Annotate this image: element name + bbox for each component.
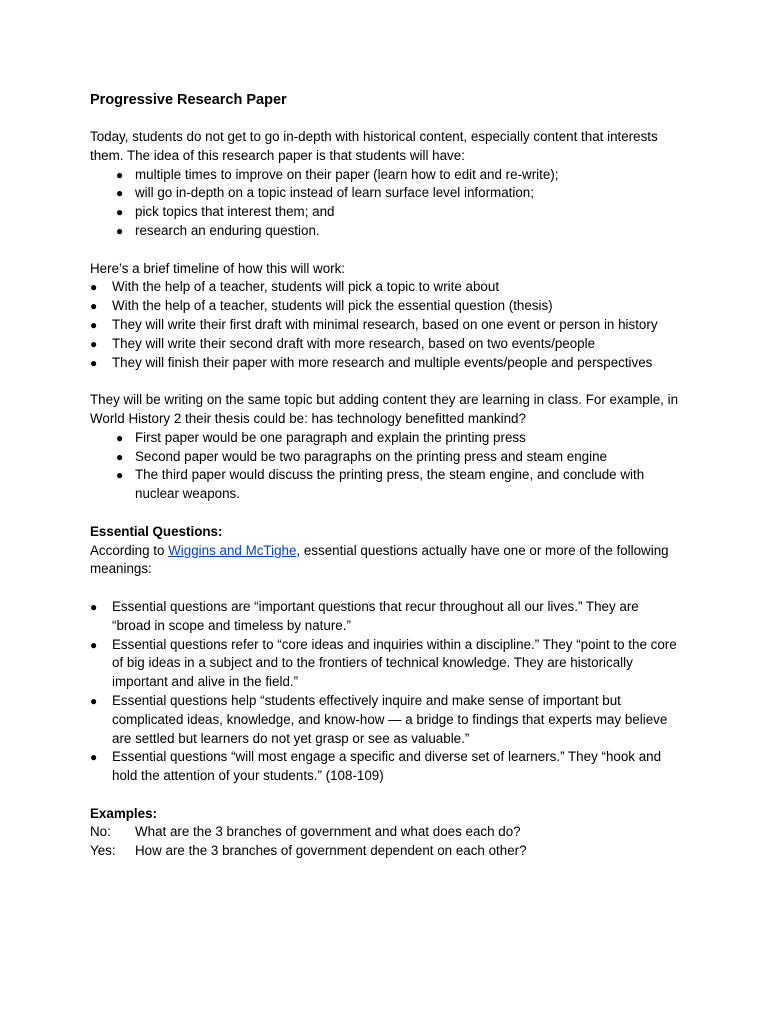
list-item-text: pick topics that interest them; and bbox=[135, 204, 335, 220]
example-no-row bbox=[90, 823, 680, 842]
list-item-text: With the help of a teacher, students will pick the essential question (thesis) bbox=[112, 298, 553, 314]
examples-heading: Examples: bbox=[90, 805, 157, 821]
list-item bbox=[90, 166, 680, 185]
list-item-text: They will finish their paper with more research and multiple events/people and perspectives bbox=[112, 354, 653, 370]
list-item bbox=[90, 354, 680, 373]
list-item bbox=[90, 598, 680, 636]
bullet-icon: ● bbox=[116, 223, 124, 238]
bullet-icon: ● bbox=[90, 599, 98, 614]
bullet-icon: ● bbox=[116, 430, 124, 445]
essential-questions-list bbox=[90, 598, 680, 786]
list-item bbox=[90, 316, 680, 335]
bullet-icon: ● bbox=[90, 317, 98, 332]
list-item bbox=[90, 748, 680, 786]
bullet-icon: ● bbox=[90, 299, 98, 314]
list-item bbox=[90, 636, 680, 692]
intro-list bbox=[90, 166, 680, 241]
example-topic-list bbox=[90, 429, 680, 504]
bullet-icon: ● bbox=[116, 186, 124, 201]
bullet-icon: ● bbox=[90, 693, 98, 708]
example-no-text: What are the 3 branches of government and what does each do? bbox=[135, 824, 521, 840]
list-item-text: Essential questions are “important questions that recur throughout all our lives.” They are “broad in scope and timeless by nature.” bbox=[112, 598, 639, 633]
list-item bbox=[90, 692, 680, 748]
bullet-icon: ● bbox=[116, 468, 124, 483]
bullet-icon: ● bbox=[116, 167, 124, 182]
list-item-text: will go in-depth on a topic instead of learn surface level information; bbox=[135, 185, 534, 201]
example-topic-paragraph: They will be writing on the same topic but adding content they are learning in class. For example, in World History 2 their thesis could be: has technology benefitted mankind? bbox=[90, 392, 679, 426]
according-paragraph bbox=[90, 542, 680, 580]
timeline-list bbox=[90, 278, 680, 372]
list-item bbox=[90, 297, 680, 316]
list-item-text: research an enduring question. bbox=[135, 222, 320, 238]
list-item bbox=[90, 335, 680, 354]
bullet-icon: ● bbox=[90, 750, 98, 765]
bullet-icon: ● bbox=[90, 355, 98, 370]
list-item-text: Essential questions refer to “core ideas and inquiries within a discipline.” They “point to the core of big ideas in a subject and to the frontiers of technical knowledge. They are historically important and alive in the field.” bbox=[112, 636, 677, 690]
bullet-icon: ● bbox=[90, 637, 98, 652]
example-yes-text: How are the 3 branches of government dependent on each other? bbox=[135, 843, 527, 859]
list-item-text: They will write their second draft with more research, based on two events/people bbox=[112, 335, 596, 351]
list-item bbox=[90, 222, 680, 241]
example-yes-row bbox=[90, 842, 680, 861]
bullet-icon: ● bbox=[90, 336, 98, 351]
bullet-icon: ● bbox=[116, 449, 124, 464]
bullet-icon: ● bbox=[116, 205, 124, 220]
according-prefix: According to bbox=[90, 542, 169, 558]
list-item-text: Essential questions “will most engage a specific and diverse set of learners.” They “hook and hold the attention of your students.” (108-109) bbox=[112, 749, 662, 784]
example-no-label: No: bbox=[90, 824, 111, 840]
bullet-icon: ● bbox=[90, 280, 98, 295]
example-yes-label: Yes: bbox=[90, 843, 116, 859]
list-item bbox=[90, 278, 680, 297]
list-item bbox=[90, 448, 680, 467]
list-item bbox=[90, 184, 680, 203]
list-item-text: They will write their first draft with minimal research, based on one event or person in history bbox=[112, 316, 658, 332]
list-item-text: multiple times to improve on their paper (learn how to edit and re-write); bbox=[135, 166, 559, 182]
list-item bbox=[90, 466, 680, 504]
document-page bbox=[90, 90, 680, 861]
list-item-text: With the help of a teacher, students will pick a topic to write about bbox=[112, 279, 500, 295]
list-item-text: The third paper would discuss the printing press, the steam engine, and conclude with nuclear weapons. bbox=[135, 467, 645, 502]
list-item bbox=[90, 429, 680, 448]
wiggins-mctighe-link[interactable]: Wiggins and McTighe bbox=[168, 542, 297, 558]
timeline-paragraph: Here’s a brief timeline of how this will work: bbox=[90, 260, 346, 276]
list-item-text: First paper would be one paragraph and explain the printing press bbox=[135, 429, 526, 445]
according-suffix: , essential questions actually have one or more of the following meanings: bbox=[90, 542, 669, 577]
essential-questions-heading: Essential Questions: bbox=[90, 523, 223, 539]
list-item bbox=[90, 203, 680, 222]
list-item-text: Second paper would be two paragraphs on the printing press and steam engine bbox=[135, 448, 607, 464]
list-item-text: Essential questions help “students effectively inquire and make sense of important but complicated ideas, knowledge, and know-how — a bridge to findings that experts may believe are settled but learners do not yet grasp or see as valuable.” bbox=[112, 692, 668, 746]
page-title: Progressive Research Paper bbox=[90, 92, 287, 108]
intro-paragraph: Today, students do not get to go in-depth with historical content, especially content that interests them. The idea of this research paper is that students will have: bbox=[90, 129, 658, 163]
